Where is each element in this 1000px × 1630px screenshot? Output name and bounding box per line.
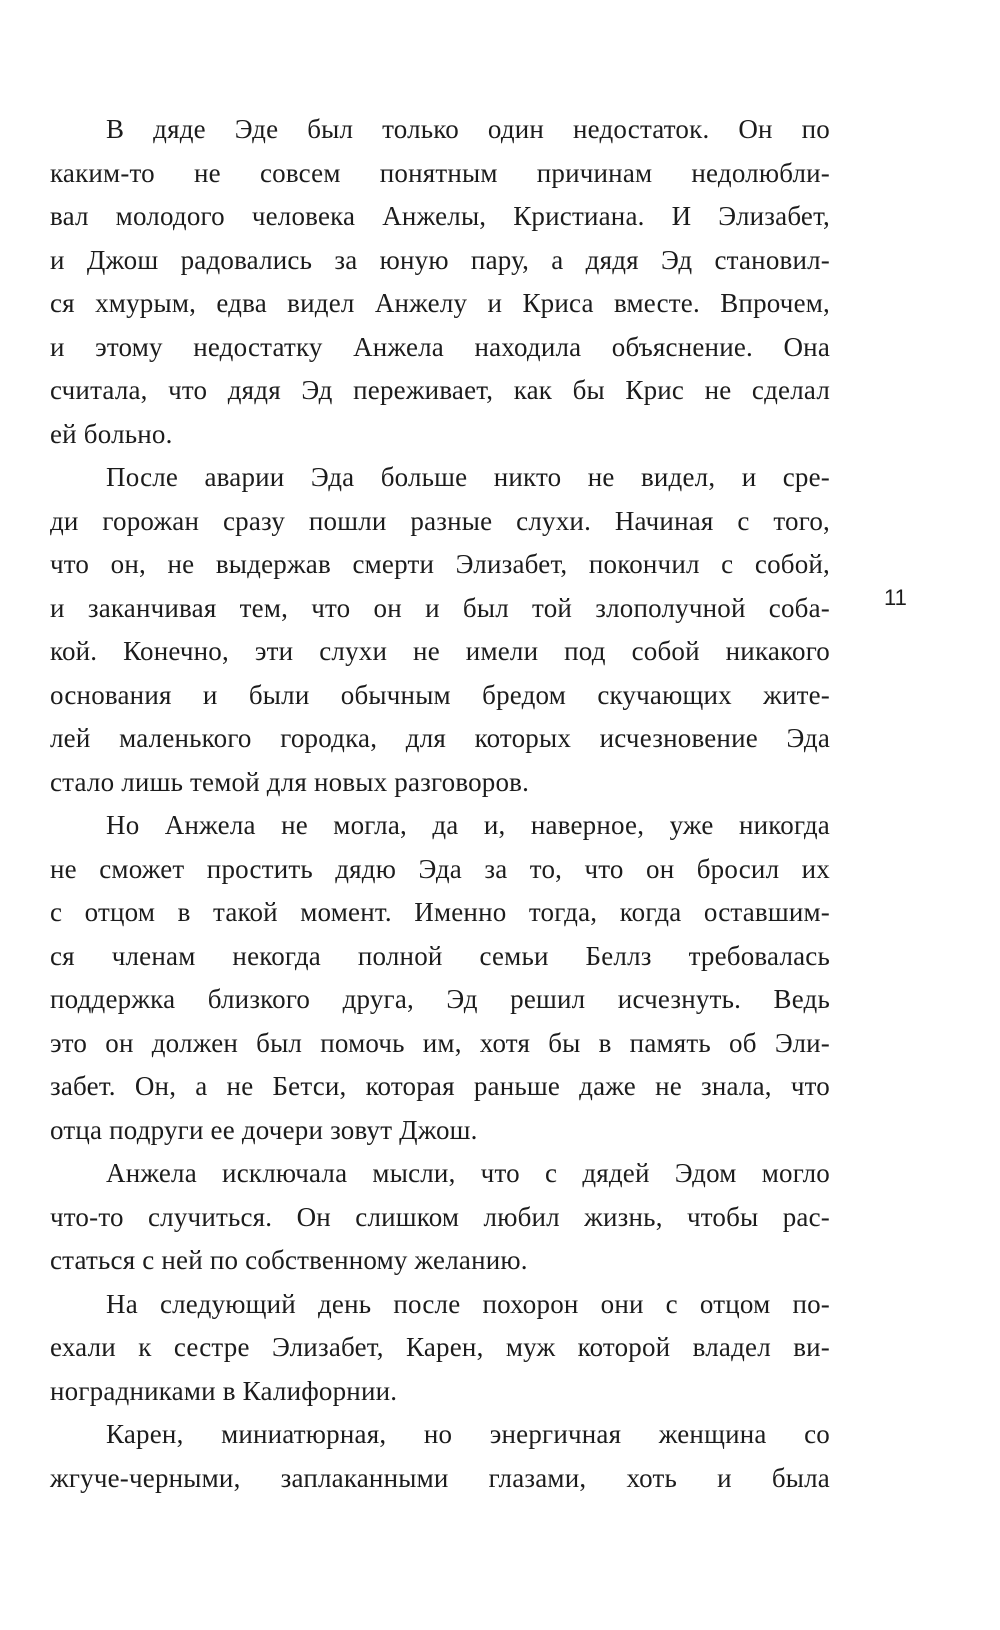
text-line: считала, что дядя Эд переживает, как бы Крис не сделал	[50, 375, 830, 405]
text-line: забет. Он, а не Бетси, которая раньше даже не знала, что	[50, 1071, 830, 1101]
text-line: вал молодого человека Анжелы, Кристиана. И Элизабет,	[50, 201, 830, 231]
text-line: ноградниками в Калифорнии.	[50, 1375, 398, 1406]
text-line: стало лишь темой для новых разговоров.	[50, 766, 530, 797]
text-line: что-то случиться. Он слишком любил жизнь, чтобы рас-	[50, 1201, 830, 1232]
text-line: и заканчивая тем, что он и был той злополучной соба-	[50, 592, 830, 623]
text-line: не сможет простить дядю Эда за то, что он бросил их	[50, 853, 830, 884]
paragraph	[50, 1413, 830, 1500]
text-line: В дяде Эде был только один недостаток. Он по	[106, 114, 830, 144]
paragraph	[50, 1283, 830, 1414]
paragraph	[50, 804, 830, 1152]
text-line: поддержка близкого друга, Эд решил исчезнуть. Ведь	[50, 984, 830, 1014]
text-line: Карен, миниатюрная, но энергичная женщина со	[106, 1419, 830, 1449]
text-line: с отцом в такой момент. Именно тогда, когда оставшим-	[50, 897, 830, 927]
text-line: и этому недостатку Анжела находила объяснение. Она	[50, 331, 830, 362]
text-line: ди горожан сразу пошли разные слухи. Начиная с того,	[50, 505, 830, 536]
text-line: ся членам некогда полной семьи Беллз требовалась	[50, 940, 830, 971]
text-line: На следующий день после похорон они с отцом по-	[106, 1288, 830, 1319]
text-line: ся хмурым, едва видел Анжелу и Криса вместе. Впрочем,	[50, 288, 830, 318]
paragraph	[50, 1152, 830, 1283]
text-line: и Джош радовались за юную пару, а дядя Эд становил-	[50, 244, 830, 275]
text-line: жгуче-черными, заплаканными глазами, хоть и была	[50, 1462, 830, 1493]
page-text	[50, 108, 830, 1500]
text-line: Но Анжела не могла, да и, наверное, уже никогда	[106, 810, 830, 840]
text-line: лей маленького городка, для которых исчезновение Эда	[50, 723, 830, 753]
text-line: статься с ней по собственному желанию.	[50, 1245, 528, 1275]
text-line: После аварии Эда больше никто не видел, и сре-	[106, 462, 830, 492]
paragraph	[50, 456, 830, 804]
text-line: что он, не выдержав смерти Элизабет, покончил с собой,	[50, 549, 830, 579]
text-line: основания и были обычным бредом скучающих жите-	[50, 679, 830, 710]
text-line: Анжела исключала мысли, что с дядей Эдом могло	[106, 1158, 830, 1188]
text-line: отца подруги ее дочери зовут Джош.	[50, 1114, 478, 1145]
page-number: 11	[884, 585, 907, 610]
text-line: каким-то не совсем понятным причинам недолюбли-	[50, 157, 830, 188]
text-line: это он должен был помочь им, хотя бы в память об Эли-	[50, 1027, 830, 1058]
text-line: ей больно.	[50, 418, 173, 449]
paragraph	[50, 108, 830, 456]
text-line: кой. Конечно, эти слухи не имели под собой никакого	[50, 636, 830, 666]
text-line: ехали к сестре Элизабет, Карен, муж которой владел ви-	[50, 1332, 830, 1362]
